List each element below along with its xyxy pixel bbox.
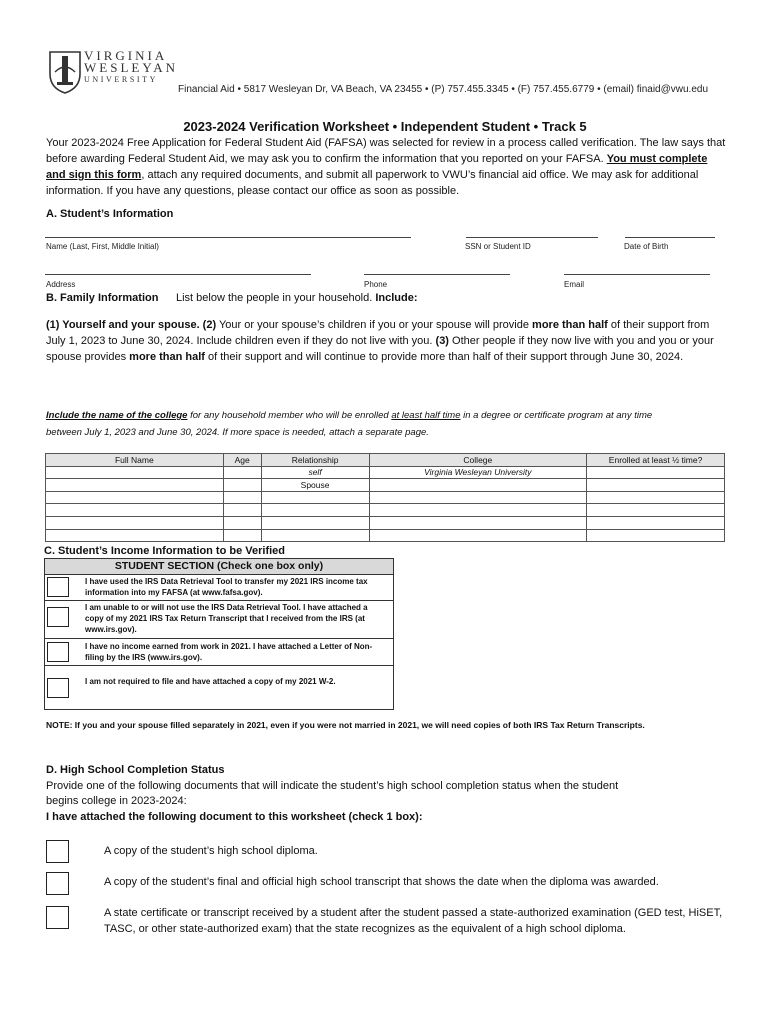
- name-field-line[interactable]: [45, 237, 411, 238]
- page-title: 2023-2024 Verification Worksheet • Independent Student • Track 5: [183, 119, 587, 134]
- address-label: Address: [46, 280, 76, 289]
- college-note: Include the name of the college for any household member who will be enrolled at least half time in a degree or certificate program at any time between July 1, 2023 and June 30, 2024. If more space is needed, attach a separate page.: [46, 410, 653, 438]
- table-cell[interactable]: [587, 479, 725, 492]
- table-cell[interactable]: [46, 479, 224, 492]
- student-income-box: [44, 558, 394, 710]
- table-cell[interactable]: [587, 466, 725, 479]
- table-cell[interactable]: [46, 504, 224, 517]
- income-option-1: I have used the IRS Data Retrieval Tool to transfer my 2021 IRS income tax information into my FAFSA (at www.fafsa.gov).: [45, 575, 393, 601]
- email-field-line[interactable]: [564, 274, 710, 275]
- table-cell[interactable]: [369, 529, 587, 542]
- table-cell[interactable]: [369, 516, 587, 529]
- table-cell[interactable]: [46, 516, 224, 529]
- email-label: Email: [564, 280, 585, 289]
- col-age: Age: [223, 454, 261, 467]
- table-cell[interactable]: [46, 491, 224, 504]
- section-d-intro: Provide one of the following documents that will indicate the student’s high school completion status when the student begins college in 2023-2024:: [46, 780, 619, 807]
- table-cell[interactable]: [223, 516, 261, 529]
- logo-text-line3: UNIVERSITY: [84, 75, 158, 84]
- dob-label: Date of Birth: [624, 242, 669, 251]
- section-d-instruction: I have attached the following document to this worksheet (check 1 box):: [46, 811, 423, 823]
- hs-transcript-label: A copy of the student’s final and official high school transcript that shows the date when the diploma was awarded.: [104, 876, 659, 888]
- hs-diploma-label: A copy of the student’s high school diploma.: [104, 845, 318, 857]
- shield-crest-icon: [48, 50, 82, 94]
- section-b-heading: B. Family Information: [46, 292, 159, 304]
- section-b-instruction: List below the people in your household. Include:: [176, 292, 418, 304]
- household-definition-paragraph: (1) Yourself and your spouse. (2) Your or your spouse’s children if you or your spouse will provide more than half of their support from July 1, 2023 to June 30, 2024. Include children even if they do not live with you. (3) Other people if they now live with you and you or your spouse provides more than half of their support and will continue to provide more than half of their support through June 30, 2024.: [46, 319, 714, 363]
- logo-text-line2: WESLEYAN: [84, 60, 179, 75]
- phone-label: Phone: [364, 280, 388, 289]
- table-cell[interactable]: [46, 466, 224, 479]
- table-cell[interactable]: [261, 504, 369, 517]
- student-section-title: STUDENT SECTION (Check one box only): [45, 559, 393, 575]
- table-cell[interactable]: [587, 491, 725, 504]
- table-cell[interactable]: [223, 466, 261, 479]
- table-cell[interactable]: [369, 479, 587, 492]
- table-cell[interactable]: [46, 529, 224, 542]
- table-row: [46, 491, 725, 504]
- ssn-label: SSN or Student ID: [465, 242, 531, 251]
- intro-paragraph: Your 2023-2024 Free Application for Federal Student Aid (FAFSA) was selected for review in a process called verification. The law says that before awarding Federal Student Aid, we may ask you to confirm the information that you reported on your FAFSA. You must complete and sign this form, attach any required documents, and submit all paperwork to VWU’s financial aid office. We may ask for additional information. If you have any questions, please contact our office as soon as possible.: [46, 137, 726, 197]
- logo-text-line1: VIRGINIA: [84, 48, 168, 63]
- table-cell[interactable]: Virginia Wesleyan University: [369, 466, 587, 479]
- dob-field-line[interactable]: [625, 237, 715, 238]
- table-row: [46, 529, 725, 542]
- table-header-row: [46, 454, 725, 467]
- intro-emphasis: You must complete and sign this form: [46, 153, 708, 181]
- table-cell[interactable]: [261, 491, 369, 504]
- income-option-4: I am not required to file and have attached a copy of my 2021 W-2.: [45, 666, 393, 708]
- income-option-4-checkbox[interactable]: [47, 678, 69, 698]
- col-full-name: Full Name: [46, 454, 224, 467]
- table-row: [46, 516, 725, 529]
- table-cell[interactable]: [223, 529, 261, 542]
- section-d-heading: D. High School Completion Status: [46, 764, 225, 776]
- table-cell[interactable]: [587, 529, 725, 542]
- col-college: College: [369, 454, 587, 467]
- table-cell[interactable]: [261, 529, 369, 542]
- col-relationship: Relationship: [261, 454, 369, 467]
- table-cell[interactable]: [261, 516, 369, 529]
- table-cell[interactable]: [223, 504, 261, 517]
- table-cell[interactable]: [369, 491, 587, 504]
- university-logo: [48, 48, 179, 98]
- income-option-1-checkbox[interactable]: [47, 577, 69, 597]
- table-cell[interactable]: [369, 504, 587, 517]
- table-cell[interactable]: [223, 491, 261, 504]
- col-enrolled: Enrolled at least ½ time?: [587, 454, 725, 467]
- table-row: [46, 504, 725, 517]
- address-field-line[interactable]: [45, 274, 311, 275]
- table-cell[interactable]: [223, 479, 261, 492]
- income-option-3-checkbox[interactable]: [47, 642, 69, 662]
- table-cell[interactable]: [587, 504, 725, 517]
- phone-field-line[interactable]: [364, 274, 510, 275]
- income-note: NOTE: If you and your spouse filled separately in 2021, even if you were not married in 2021, we will need copies of both IRS Tax Return Transcripts.: [46, 720, 645, 730]
- household-table: [45, 453, 725, 542]
- section-c-heading: C. Student’s Income Information to be Verified: [44, 545, 286, 557]
- table-row: [46, 479, 725, 492]
- table-cell[interactable]: Spouse: [261, 479, 369, 492]
- income-option-3: I have no income earned from work in 2021. I have attached a Letter of Non-filing by the IRS (www.irs.gov).: [45, 639, 393, 666]
- table-cell[interactable]: self: [261, 466, 369, 479]
- state-certificate-label: A state certificate or transcript received by a student after the student passed a state-authorized examination (GED test, HiSET, TASC, or other state-authorized exam) that the state recognizes as the equivalent of a high school diploma.: [104, 907, 723, 935]
- table-row: [46, 466, 725, 479]
- section-a-heading: A. Student’s Information: [46, 208, 174, 220]
- hs-transcript-checkbox[interactable]: [46, 872, 69, 895]
- income-option-2-checkbox[interactable]: [47, 607, 69, 627]
- table-cell[interactable]: [587, 516, 725, 529]
- state-certificate-checkbox[interactable]: [46, 906, 69, 929]
- ssn-field-line[interactable]: [466, 237, 598, 238]
- income-option-2: I am unable to or will not use the IRS Data Retrieval Tool. I have attached a copy of my 2021 IRS Tax Return Transcript that I received from the IRS (at www.irs.gov).: [45, 601, 393, 639]
- office-contact-line: Financial Aid • 5817 Wesleyan Dr, VA Beach, VA 23455 • (P) 757.455.3345 • (F) 757.455.6779 • (email) finaid@vwu.edu: [178, 84, 709, 95]
- hs-diploma-checkbox[interactable]: [46, 840, 69, 863]
- name-label: Name (Last, First, Middle Initial): [46, 242, 159, 251]
